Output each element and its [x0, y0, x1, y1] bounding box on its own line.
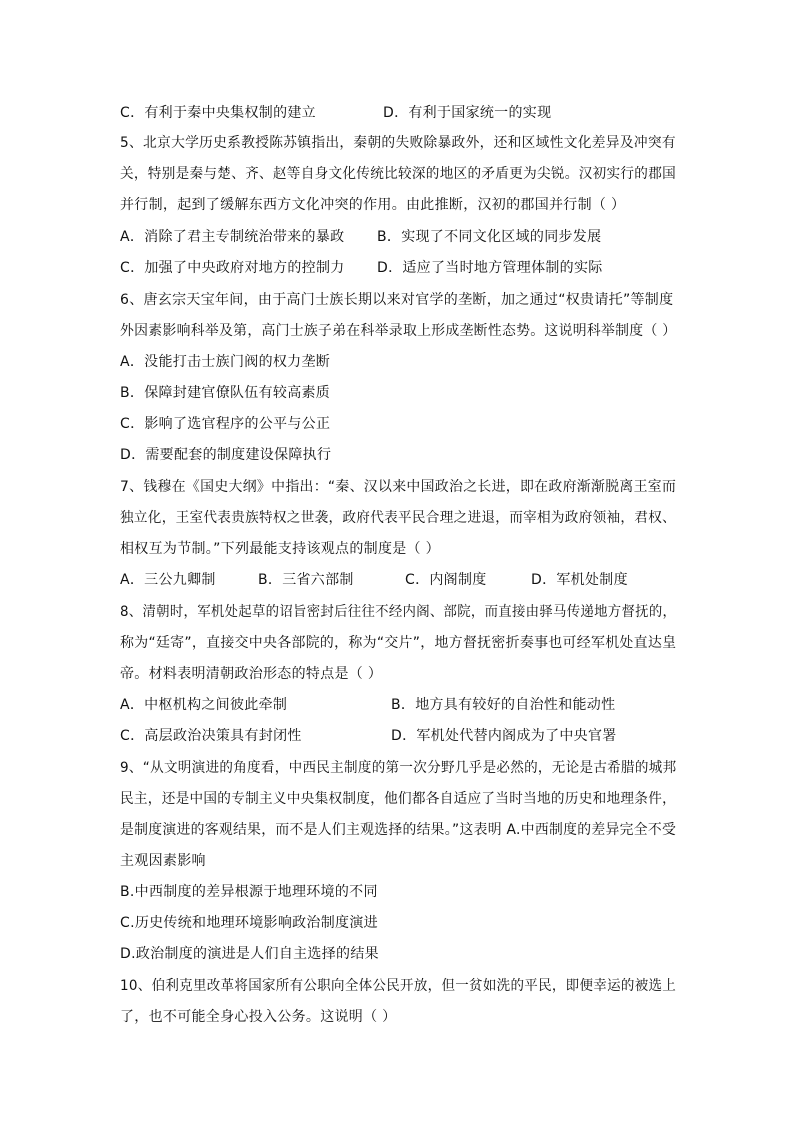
question-6-line-2: 外因素影响科举及第，高门士族子弟在科举录取上形成垄断性态势。这说明科举制度（ ） — [120, 323, 677, 339]
question-7-line-2: 独立化，王室代表贵族特权之世袭，政府代表平民合理之进退，而宰相为政府领袖，君权、 — [120, 510, 676, 526]
option-b-q7: B．三省六部制 — [258, 572, 354, 588]
option-b-q9: B.中西制度的差异根源于地理环境的不同 — [120, 884, 378, 900]
option-b-q6: B．保障封建官僚队伍有较高素质 — [120, 385, 331, 401]
option-c-q9: C.历史传统和地理环境影响政治制度演进 — [120, 915, 378, 931]
question-9-line-4: 主观因素影响 — [120, 853, 206, 869]
option-c-q4: C．有利于秦中央集权制的建立 — [120, 105, 316, 121]
question-7-line-1: 7、钱穆在《国史大纲》中指出：“秦、汉以来中国政治之长进，即在政府渐渐脱离王室而 — [120, 479, 677, 495]
option-b-q5: B．实现了不同文化区域的同步发展 — [377, 229, 602, 245]
option-a-q7: A．三公九卿制 — [120, 572, 216, 588]
question-8-line-2: 称为“廷寄”，直接交中央各部院的，称为“交片”，地方督抚密折奏事也可经军机处直达皇 — [120, 635, 677, 651]
option-d-q5: D．适应了当时地方管理体制的实际 — [377, 260, 603, 276]
option-d-q9: D.政治制度的演进是人们自主选择的结果 — [120, 946, 379, 962]
question-8-line-3: 帝。材料表明清朝政治形态的特点是（ ） — [120, 666, 383, 682]
question-5-line-1: 5、北京大学历史系教授陈苏镇指出，秦朝的失败除暴政外，还和区域性文化差异及冲突有 — [120, 135, 676, 151]
option-d-q8: D．军机处代替内阁成为了中央官署 — [391, 728, 617, 744]
option-c-q8: C．高层政治决策具有封闭性 — [120, 728, 302, 744]
option-d-q6: D．需要配套的制度建设保障执行 — [120, 447, 332, 463]
option-c-q7: C．内阁制度 — [405, 572, 487, 588]
option-c-q5: C．加强了中央政府对地方的控制力 — [120, 260, 345, 276]
option-d-q7: D．军机处制度 — [531, 572, 628, 588]
question-5-line-2: 关，特别是秦与楚、齐、赵等自身文化传统比较深的地区的矛盾更为尖锐。汉初实行的郡国 — [120, 166, 676, 182]
option-a-q8: A．中枢机构之间彼此牵制 — [120, 697, 288, 713]
question-9-line-2: 民主，还是中国的专制主义中央集权制度，他们都各自适应了当时当地的历史和地理条件， — [120, 791, 676, 807]
option-c-q6: C．影响了选官程序的公平与公正 — [120, 416, 331, 432]
question-10-line-1: 10、伯利克里改革将国家所有公职向全体公民开放，但一贫如洗的平民，即便幸运的被选上 — [120, 978, 677, 994]
question-9-line-3: 是制度演进的客观结果，而不是人们主观选择的结果。”这表明 A.中西制度的差异完全不受 — [120, 822, 677, 838]
question-6-line-1: 6、唐玄宗天宝年间，由于高门士族长期以来对官学的垄断，加之通过“权贵请托”等制度 — [120, 292, 674, 308]
question-5-line-3: 并行制，起到了缓解东西方文化冲突的作用。由此推断，汉初的郡国并行制（ ） — [120, 197, 626, 213]
question-8-line-1: 8、清朝时，军机处起草的诏旨密封后往往不经内阁、部院，而直接由驿马传递地方督抚的， — [120, 604, 677, 620]
question-9-line-1: 9、“从文明演进的角度看，中西民主制度的第一次分野几乎是必然的，无论是古希腊的城邦 — [120, 760, 677, 776]
question-7-line-3: 相权互为节制。”下列最能支持该观点的制度是（ ） — [120, 541, 440, 557]
option-d-q4: D．有利于国家统一的实现 — [383, 105, 552, 121]
question-10-line-2: 了，也不可能全身心投入公务。这说明（ ） — [120, 1009, 397, 1025]
option-b-q8: B．地方具有较好的自治性和能动性 — [391, 697, 616, 713]
option-a-q6: A．没能打击士族门阀的权力垄断 — [120, 354, 331, 370]
option-a-q5: A．消除了君主专制统治带来的暴政 — [120, 229, 345, 245]
